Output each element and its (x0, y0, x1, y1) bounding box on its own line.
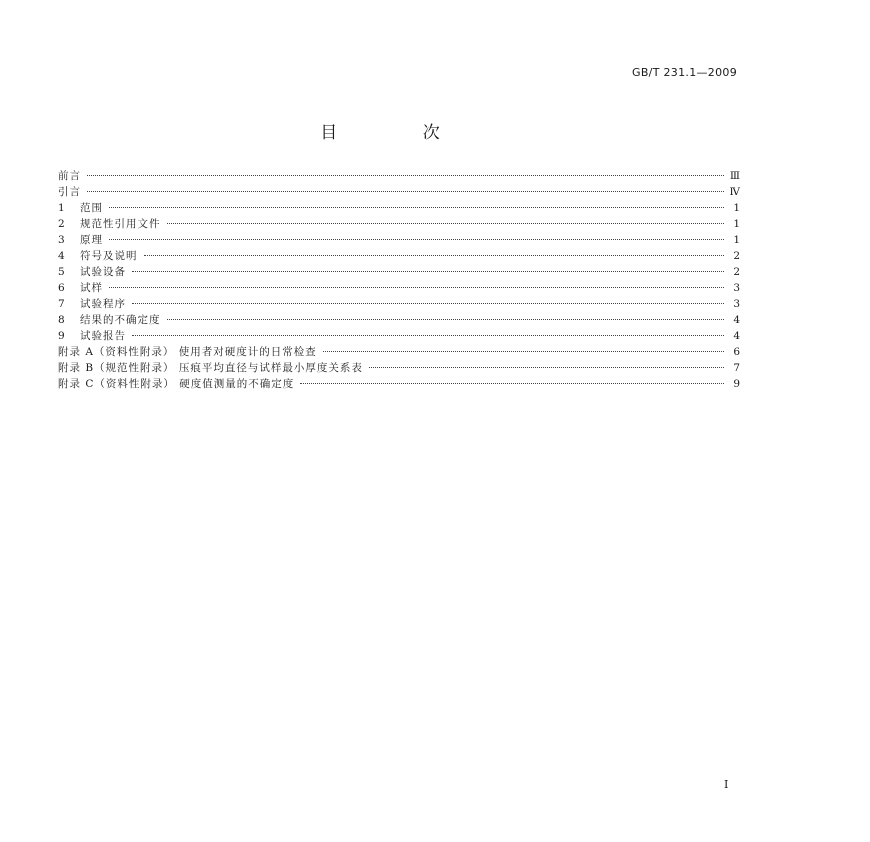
toc-label: 附录 B（规范性附录） 压痕平均直径与试样最小厚度关系表 (58, 362, 363, 374)
toc-page-number: 3 (733, 282, 740, 294)
toc-entry-4[interactable] (58, 248, 740, 264)
toc-leader-dots (109, 239, 724, 240)
toc-page-number: 3 (733, 298, 740, 310)
toc-label: 前言 (58, 170, 81, 182)
toc-section-number: 5 (58, 266, 65, 278)
toc-label: 引言 (58, 186, 81, 198)
toc-section-number: 4 (58, 250, 65, 262)
toc-page-number: 4 (733, 314, 740, 326)
toc-label: 结果的不确定度 (80, 314, 161, 326)
toc-leader-dots (323, 351, 724, 352)
toc-page-number: Ⅳ (729, 186, 740, 198)
toc-leader-dots (109, 207, 724, 208)
toc-leader-dots (132, 303, 724, 304)
toc-page-number: 7 (733, 362, 740, 374)
toc-leader-dots (132, 335, 724, 336)
toc-label: 试验报告 (80, 330, 126, 342)
toc-section-number: 1 (58, 202, 65, 214)
toc-leader-dots (87, 175, 724, 176)
toc-page-number: 2 (733, 250, 740, 262)
toc-entry-preface[interactable] (58, 168, 740, 184)
toc-page-number: Ⅲ (729, 170, 740, 182)
toc-leader-dots (87, 191, 724, 192)
toc-label: 试验程序 (80, 298, 126, 310)
toc-label: 原理 (80, 234, 103, 246)
toc-page-number: 1 (733, 202, 740, 214)
toc-entry-2[interactable] (58, 216, 740, 232)
toc-entry-3[interactable] (58, 232, 740, 248)
toc-leader-dots (369, 367, 724, 368)
toc-label: 试样 (80, 282, 103, 294)
toc-section-number: 2 (58, 218, 65, 230)
toc-label: 附录 C（资料性附录） 硬度值测量的不确定度 (58, 378, 295, 390)
toc-page-number: 1 (733, 218, 740, 230)
toc-page-number: 9 (733, 378, 740, 390)
toc-section-number: 8 (58, 314, 65, 326)
toc-leader-dots (167, 223, 725, 224)
toc-entry-7[interactable] (58, 296, 740, 312)
toc-label: 规范性引用文件 (80, 218, 161, 230)
toc-entry-1[interactable] (58, 200, 740, 216)
toc-page-number: 1 (733, 234, 740, 246)
toc-label: 范围 (80, 202, 103, 214)
toc-entry-8[interactable] (58, 312, 740, 328)
page-title: 目 次 (320, 123, 480, 143)
toc-entry-9[interactable] (58, 328, 740, 344)
toc-leader-dots (144, 255, 725, 256)
toc-leader-dots (167, 319, 725, 320)
toc-leader-dots (300, 383, 724, 384)
toc-entry-5[interactable] (58, 264, 740, 280)
toc-entry-introduction[interactable] (58, 184, 740, 200)
toc-section-number: 9 (58, 330, 65, 342)
toc-entry-appendix-c[interactable] (58, 376, 740, 392)
toc-page-number: 2 (733, 266, 740, 278)
toc-leader-dots (132, 271, 724, 272)
toc-section-number: 6 (58, 282, 65, 294)
toc-page-number: 4 (733, 330, 740, 342)
toc-label: 符号及说明 (80, 250, 138, 262)
standard-code: GB/T 231.1—2009 (632, 66, 737, 79)
toc-label: 试验设备 (80, 266, 126, 278)
page-number: I (724, 778, 729, 791)
toc-label: 附录 A（资料性附录） 使用者对硬度计的日常检查 (58, 346, 317, 358)
toc-entry-6[interactable] (58, 280, 740, 296)
table-of-contents (58, 168, 740, 392)
toc-entry-appendix-a[interactable] (58, 344, 740, 360)
toc-entry-appendix-b[interactable] (58, 360, 740, 376)
toc-page-number: 6 (733, 346, 740, 358)
toc-section-number: 7 (58, 298, 65, 310)
toc-leader-dots (109, 287, 724, 288)
toc-section-number: 3 (58, 234, 65, 246)
